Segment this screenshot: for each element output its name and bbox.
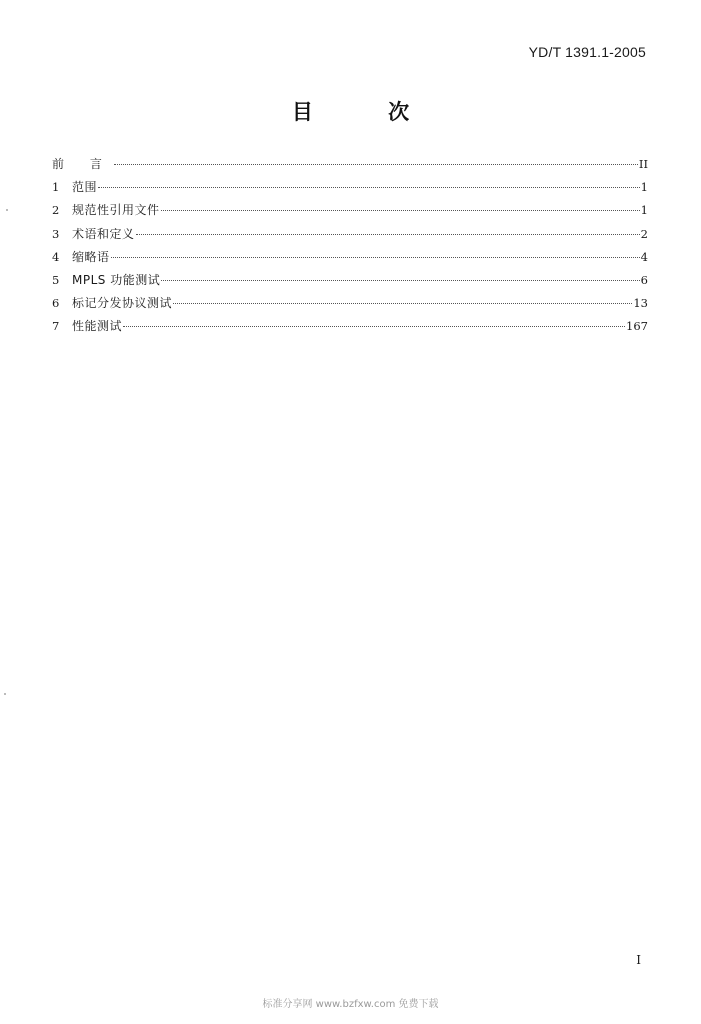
dot-leader [161,210,640,211]
toc-entry-page: 167 [626,319,648,334]
toc-entry-number: 3 [52,226,60,241]
toc-entry-label: 标记分发协议测试 [72,296,173,311]
toc-entry-page: 1 [640,203,648,218]
toc-entry-page: 4 [640,249,648,264]
toc-entry-page: II [638,157,648,171]
toc-entry-mpls-function-test[interactable] [52,271,648,294]
toc-entry-page: 1 [640,180,648,195]
toc-entry-terms-definitions[interactable] [52,225,648,248]
page-number: I [636,953,641,967]
toc-entry-scope[interactable] [52,178,648,201]
toc-entry-label: 前 言 [52,157,113,171]
toc-entry-number: 6 [52,296,60,311]
toc-title: 目 次 [291,100,444,124]
toc-entry-label: 范围 [72,180,98,195]
toc-entry-page: 13 [633,296,648,311]
toc-entry-number: 1 [52,180,60,195]
dot-leader [136,234,640,235]
document-code: YD/T 1391.1-2005 [528,44,646,60]
toc-entry-foreword[interactable] [52,155,648,178]
toc-entry-number: 7 [52,319,60,334]
toc-entry-page: 2 [640,226,648,241]
dot-leader [111,257,640,258]
toc-entry-ldp-test[interactable] [52,294,648,317]
table-of-contents [52,155,648,341]
dot-leader [173,303,632,304]
toc-entry-number: 4 [52,249,60,264]
dot-leader [98,187,640,188]
footer-watermark: 标准分享网 www.bzfxw.com 免费下载 [262,999,439,1010]
scan-artifact [6,209,8,211]
toc-entry-performance-test[interactable] [52,317,648,340]
toc-entry-number: 5 [52,272,60,287]
dot-leader [114,164,638,165]
toc-entry-label: 性能测试 [72,319,123,334]
toc-entry-number: 2 [52,203,60,218]
dot-leader [161,280,639,281]
toc-entry-normative-references[interactable] [52,201,648,224]
scan-artifact [4,693,6,695]
toc-entry-abbreviations[interactable] [52,248,648,271]
dot-leader [123,326,625,327]
toc-entry-label: 术语和定义 [72,226,135,241]
toc-entry-label: MPLS 功能测试 [72,272,161,287]
toc-entry-label: 缩略语 [72,249,110,264]
toc-entry-label: 规范性引用文件 [72,203,160,218]
toc-entry-page: 6 [640,272,648,287]
